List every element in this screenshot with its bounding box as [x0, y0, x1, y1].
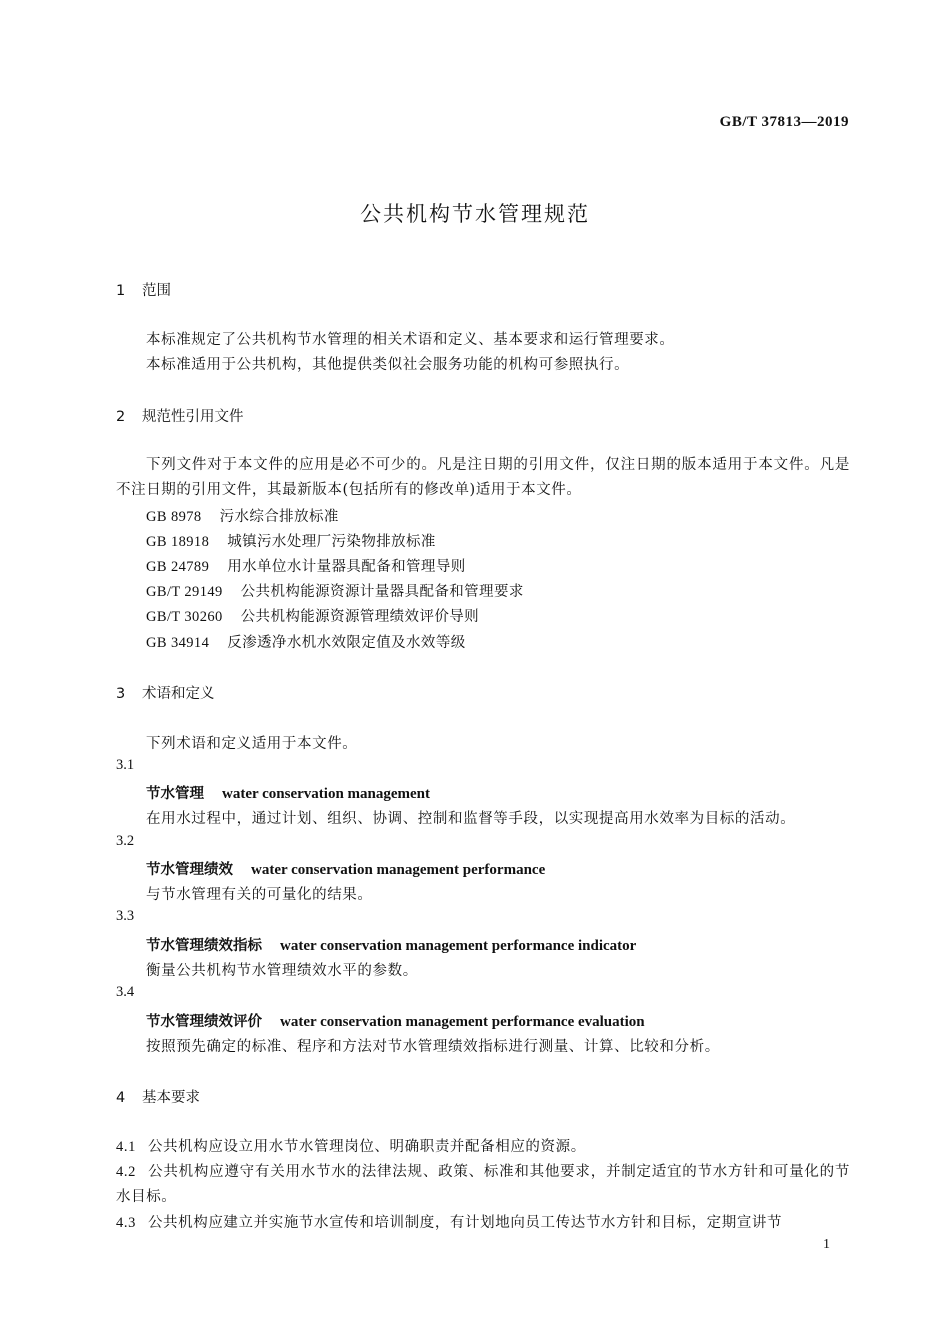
term-heading — [146, 858, 545, 879]
reference-code: GB 18918 — [146, 534, 210, 550]
term-number: 3.1 — [116, 757, 135, 773]
standard-number: GB/T 37813—2019 — [719, 114, 849, 130]
term-number: 3.2 — [116, 833, 135, 849]
reference-code: GB/T 30260 — [146, 609, 223, 625]
section-number: 2 — [116, 409, 126, 425]
term-en: water conservation management — [222, 786, 431, 802]
reference-item — [146, 530, 436, 551]
basic-requirement — [116, 1211, 850, 1236]
term-number: 3.3 — [116, 908, 135, 924]
section-number: 4 — [116, 1090, 126, 1106]
terms-intro: 下列术语和定义适用于本文件。 — [146, 736, 358, 752]
section-title: 基本要求 — [142, 1090, 200, 1106]
term-definition: 衡量公共机构节水管理绩效水平的参数。 — [146, 963, 418, 979]
section-title: 术语和定义 — [142, 686, 215, 702]
section-number: 3 — [116, 686, 126, 702]
section-1-heading — [116, 279, 171, 300]
term-definition: 按照预先确定的标准、程序和方法对节水管理绩效指标进行测量、计算、比较和分析。 — [146, 1039, 720, 1055]
reference-code: GB 24789 — [146, 559, 210, 575]
clause-text: 公共机构应设立用水节水管理岗位、明确职责并配备相应的资源。 — [147, 1139, 586, 1155]
section-3-heading — [116, 682, 215, 703]
basic-requirement — [116, 1160, 850, 1210]
scope-paragraph-2: 本标准适用于公共机构，其他提供类似社会服务功能的机构可参照执行。 — [146, 357, 630, 373]
term-zh: 节水管理绩效评价 — [146, 1014, 262, 1030]
clause-number: 4.2 — [116, 1164, 136, 1180]
term-zh: 节水管理绩效 — [146, 862, 233, 878]
reference-item — [146, 631, 466, 652]
basic-requirement — [116, 1135, 850, 1160]
page-number: 1 — [823, 1237, 830, 1252]
clause-number: 4.1 — [116, 1139, 136, 1155]
reference-item — [146, 580, 524, 601]
section-number: 1 — [116, 283, 126, 299]
term-heading — [146, 934, 636, 955]
reference-title: 公共机构能源资源管理绩效评价导则 — [240, 609, 480, 625]
term-definition: 与节水管理有关的可量化的结果。 — [146, 887, 373, 903]
reference-title: 城镇污水处理厂污染物排放标准 — [227, 534, 436, 550]
reference-title: 公共机构能源资源计量器具配备和管理要求 — [240, 584, 524, 600]
term-zh: 节水管理绩效指标 — [146, 938, 262, 954]
reference-title: 污水综合排放标准 — [219, 509, 339, 525]
section-title: 范围 — [142, 283, 171, 299]
term-heading — [146, 1010, 645, 1031]
document-title: 公共机构节水管理规范 — [360, 202, 590, 226]
clause-number: 4.3 — [116, 1215, 136, 1231]
term-en: water conservation management performance evaluation — [280, 1014, 645, 1030]
term-heading — [146, 782, 430, 803]
section-2-heading — [116, 405, 244, 426]
term-zh: 节水管理 — [146, 786, 204, 802]
section-4-heading — [116, 1086, 200, 1107]
reference-code: GB 34914 — [146, 635, 210, 651]
term-en: water conservation management performance indicator — [280, 938, 637, 954]
clause-text: 公共机构应遵守有关用水节水的法律法规、政策、标准和其他要求，并制定适宜的节水方针和可量化的节水目标。 — [116, 1164, 850, 1205]
reference-item — [146, 505, 339, 526]
references-intro: 下列文件对于本文件的应用是必不可少的。凡是注日期的引用文件，仅注日期的版本适用于本文件。凡是不注日期的引用文件，其最新版本(包括所有的修改单)适用于本文件。 — [116, 457, 850, 498]
reference-title: 用水单位水计量器具配备和管理导则 — [227, 559, 466, 575]
scope-paragraph-1: 本标准规定了公共机构节水管理的相关术语和定义、基本要求和运行管理要求。 — [146, 332, 675, 348]
reference-item — [146, 605, 479, 626]
reference-code: GB 8978 — [146, 509, 202, 525]
reference-code: GB/T 29149 — [146, 584, 223, 600]
reference-item — [146, 555, 466, 576]
term-number: 3.4 — [116, 984, 135, 1000]
term-en: water conservation management performance — [251, 862, 546, 878]
clause-text: 公共机构应建立并实施节水宣传和培训制度，有计划地向员工传达节水方针和目标，定期宣讲节 — [147, 1215, 783, 1231]
reference-title: 反渗透净水机水效限定值及水效等级 — [227, 635, 466, 651]
section-title: 规范性引用文件 — [142, 409, 244, 425]
term-definition: 在用水过程中，通过计划、组织、协调、控制和监督等手段，以实现提高用水效率为目标的活动。 — [146, 811, 796, 827]
